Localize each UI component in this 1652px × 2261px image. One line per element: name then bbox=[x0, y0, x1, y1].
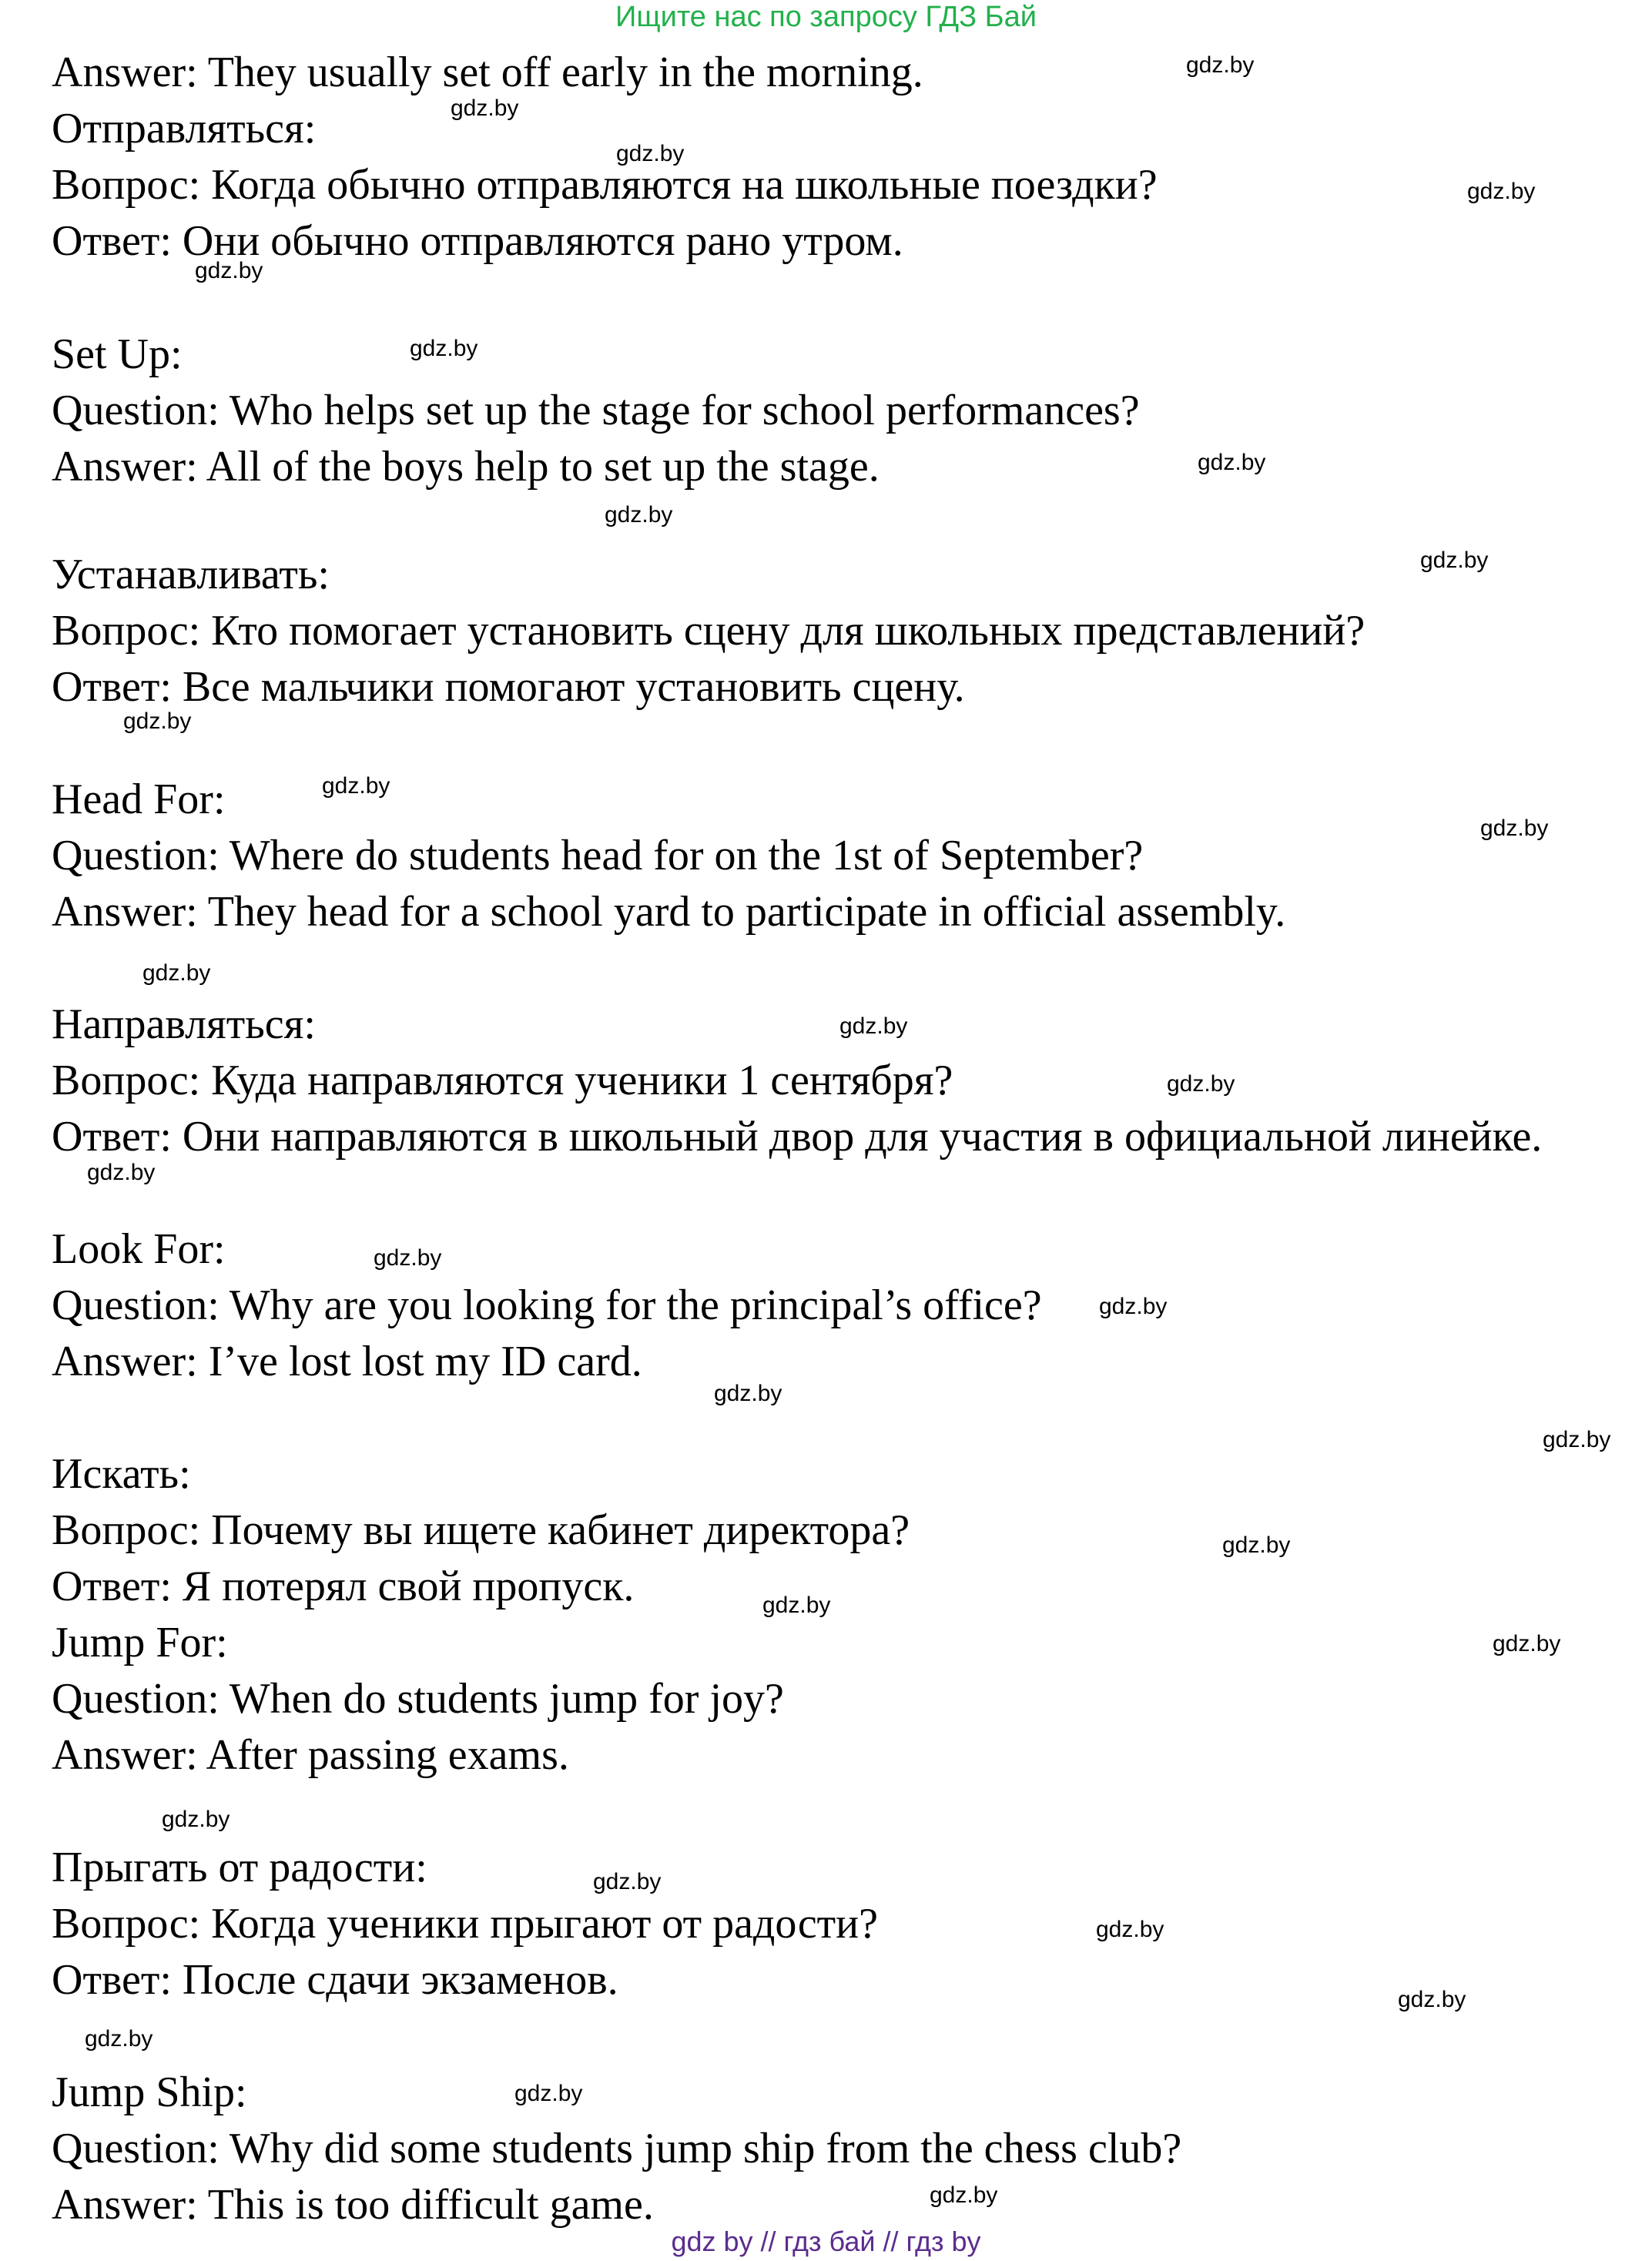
watermark: gdz.by bbox=[1222, 1532, 1291, 1558]
text-line: Вопрос: Когда ученики прыгают от радости? bbox=[52, 1900, 878, 1948]
text-line: Прыгать от радости: bbox=[52, 1844, 427, 1891]
text-line: Jump For: bbox=[52, 1619, 228, 1666]
watermark: gdz.by bbox=[1493, 1631, 1561, 1656]
text-line: Направляться: bbox=[52, 1000, 316, 1048]
text-line: Answer: They head for a school yard to participate in official assembly. bbox=[52, 888, 1286, 936]
text-line: Answer: All of the boys help to set up the stage. bbox=[52, 443, 880, 491]
watermark: gdz.by bbox=[514, 2081, 583, 2106]
watermark: gdz.by bbox=[123, 708, 192, 734]
text-line: Ответ: Они обычно отправляются рано утром. bbox=[52, 217, 903, 265]
watermark: gdz.by bbox=[714, 1381, 782, 1406]
text-line: Вопрос: Почему вы ищете кабинет директора? bbox=[52, 1506, 910, 1554]
watermark: gdz.by bbox=[1480, 816, 1549, 841]
text-line: Set Up: bbox=[52, 330, 183, 378]
watermark: gdz.by bbox=[195, 258, 263, 283]
watermark: gdz.by bbox=[1186, 52, 1255, 78]
watermark: gdz.by bbox=[1096, 1917, 1164, 1942]
text-line: Look For: bbox=[52, 1225, 226, 1273]
watermark: gdz.by bbox=[374, 1245, 442, 1271]
watermark: gdz.by bbox=[1543, 1427, 1611, 1452]
text-line: Jump Ship: bbox=[52, 2068, 247, 2116]
watermark: gdz.by bbox=[162, 1807, 230, 1832]
text-line: Question: Why did some students jump ship from the chess club? bbox=[52, 2125, 1182, 2172]
text-line: Question: When do students jump for joy? bbox=[52, 1675, 784, 1723]
watermark: gdz.by bbox=[322, 773, 390, 799]
watermark: gdz.by bbox=[87, 1160, 156, 1185]
text-line: Question: Who helps set up the stage for school performances? bbox=[52, 387, 1140, 434]
watermark: gdz.by bbox=[1198, 450, 1266, 475]
text-line: Answer: After passing exams. bbox=[52, 1731, 569, 1779]
watermark: gdz.by bbox=[85, 2026, 153, 2052]
watermark: gdz.by bbox=[1167, 1071, 1235, 1097]
text-line: Head For: bbox=[52, 775, 226, 823]
text-line: Ответ: Они направляются в школьный двор для участия в официальной линейке. bbox=[52, 1113, 1543, 1161]
text-line: Ответ: Все мальчики помогают установить сцену. bbox=[52, 663, 965, 711]
watermark: gdz.by bbox=[616, 141, 685, 166]
text-line: Искать: bbox=[52, 1450, 191, 1498]
watermark: gdz.by bbox=[451, 95, 519, 121]
text-line: Answer: This is too difficult game. bbox=[52, 2181, 654, 2229]
text-line: Answer: They usually set off early in the morning. bbox=[52, 49, 923, 96]
text-line: Вопрос: Когда обычно отправляются на школьные поездки? bbox=[52, 161, 1158, 209]
watermark: gdz.by bbox=[762, 1593, 831, 1618]
text-line: Вопрос: Кто помогает установить сцену для школьных представлений? bbox=[52, 607, 1365, 655]
watermark: gdz.by bbox=[1420, 548, 1489, 573]
text-line: Устанавливать: bbox=[52, 551, 330, 598]
watermark: gdz.by bbox=[1398, 1987, 1466, 2012]
text-line: Ответ: Я потерял свой пропуск. bbox=[52, 1563, 635, 1610]
watermark: gdz.by bbox=[593, 1869, 662, 1894]
watermark: gdz.by bbox=[410, 336, 478, 361]
text-line: Ответ: После сдачи экзаменов. bbox=[52, 1956, 618, 2004]
watermark: gdz.by bbox=[839, 1013, 908, 1039]
watermark: gdz.by bbox=[142, 960, 211, 986]
text-line: Question: Where do students head for on the 1st of September? bbox=[52, 832, 1144, 879]
watermark: gdz.by bbox=[1099, 1294, 1168, 1319]
watermark: gdz.by bbox=[605, 502, 673, 528]
watermark: gdz.by bbox=[930, 2182, 998, 2208]
text-line: Отправляться: bbox=[52, 105, 317, 152]
text-line: Question: Why are you looking for the principal’s office? bbox=[52, 1281, 1042, 1329]
site-footer-links: gdz by // гдз бай // гдз by bbox=[671, 2226, 981, 2257]
search-hint-banner: Ищите нас по запросу ГДЗ Бай bbox=[615, 1, 1037, 33]
text-line: Answer: I’ve lost lost my ID card. bbox=[52, 1338, 642, 1385]
watermark: gdz.by bbox=[1467, 179, 1536, 204]
text-line: Вопрос: Куда направляются ученики 1 сентября? bbox=[52, 1057, 953, 1104]
